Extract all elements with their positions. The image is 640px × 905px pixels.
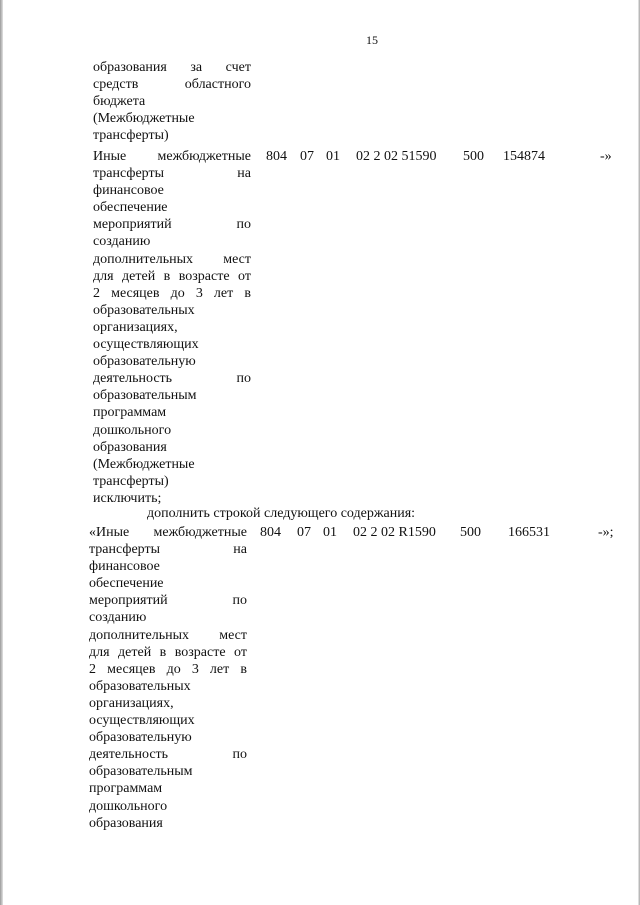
desc-word: 3 (191, 661, 199, 677)
amount: 166531 (508, 525, 550, 540)
desc-word: возрасте (174, 644, 226, 660)
desc-line: программам (89, 781, 163, 797)
desc-line (93, 216, 251, 233)
desc-line: образовательную (89, 730, 192, 746)
desc-line: образовательных (89, 678, 191, 694)
desc-word: дополнительных (93, 251, 194, 267)
desc-word: межбюджетные (157, 149, 251, 164)
desc-line: финансовое (93, 183, 164, 199)
section-code: 07 (300, 149, 314, 164)
desc-word: счет (225, 60, 251, 75)
desc-line (89, 627, 247, 644)
desc-line: образовательным (89, 764, 193, 780)
target-article-code: 02 2 02 51590 (356, 149, 437, 164)
desc-line (93, 148, 251, 165)
desc-word: 3 (195, 285, 203, 301)
desc-line (89, 524, 247, 541)
desc-word: мероприятий (89, 593, 168, 609)
row2-description (89, 524, 247, 832)
desc-word: в (240, 661, 247, 677)
desc-word: лет (209, 661, 230, 677)
desc-word: Иные (93, 149, 127, 164)
desc-word: мест (219, 627, 247, 643)
desc-line: трансферты) (93, 473, 169, 489)
desc-line: финансовое (89, 559, 160, 575)
desc-word: на (233, 542, 247, 558)
desc-word: средств (93, 77, 139, 93)
ministry-code: 804 (260, 525, 281, 540)
desc-line: бюджета (93, 94, 146, 110)
desc-line: образовательным (93, 388, 197, 404)
continuation-description (93, 59, 251, 144)
expense-type-code: 500 (463, 149, 484, 164)
desc-word: до (166, 661, 181, 677)
desc-word: по (232, 747, 247, 763)
desc-word: месяцев (111, 285, 160, 301)
desc-line: дошкольного (93, 422, 172, 438)
desc-line (89, 541, 247, 558)
desc-word: 2 (89, 661, 96, 677)
desc-word: детей (118, 644, 152, 660)
scan-edge-left (0, 0, 3, 905)
desc-word: до (170, 285, 185, 301)
desc-word: месяцев (107, 661, 156, 677)
row-tail: -» (600, 149, 612, 164)
desc-word: по (236, 371, 251, 387)
desc-line: (Межбюджетные (93, 111, 195, 127)
desc-word: деятельность (93, 371, 173, 387)
desc-word: возрасте (178, 268, 230, 284)
desc-word: по (232, 593, 247, 609)
desc-word: трансферты (89, 542, 161, 558)
desc-line: организациях, (93, 319, 178, 335)
desc-word: 2 (93, 285, 100, 301)
desc-line (93, 76, 251, 93)
desc-line (93, 59, 251, 76)
desc-line: трансферты) (93, 128, 169, 144)
row1-description (93, 148, 251, 507)
desc-word: в (244, 285, 251, 301)
desc-line: образовательных (93, 302, 195, 318)
page-number: 15 (366, 33, 378, 47)
desc-word: межбюджетные (153, 525, 247, 540)
desc-line (93, 285, 251, 302)
desc-line (93, 268, 251, 285)
desc-word: мест (223, 251, 251, 267)
section-code: 07 (297, 525, 311, 540)
desc-word: областного (184, 77, 251, 93)
desc-line: осуществляющих (93, 337, 199, 353)
desc-word: для (89, 644, 110, 660)
desc-word: по (236, 217, 251, 233)
desc-line: (Межбюджетные (93, 456, 195, 472)
desc-line: обеспечение (89, 576, 164, 592)
desc-line: обеспечение (93, 200, 168, 216)
target-article-code: 02 2 02 R1590 (353, 525, 436, 540)
desc-line: образования (93, 439, 167, 455)
desc-line (93, 251, 251, 268)
desc-word: в (163, 268, 171, 284)
desc-word: трансферты (93, 166, 165, 182)
desc-word: мероприятий (93, 217, 172, 233)
desc-line: созданию (93, 234, 151, 250)
desc-line: образования (89, 815, 163, 831)
desc-line (89, 746, 247, 763)
desc-word: дополнительных (89, 627, 190, 643)
desc-line (89, 592, 247, 609)
ministry-code: 804 (266, 149, 287, 164)
desc-line: дошкольного (89, 798, 168, 814)
desc-line (93, 370, 251, 387)
desc-line (93, 165, 251, 182)
desc-line: созданию (89, 610, 147, 626)
instruction-text: дополнить строкой следующего содержания: (147, 506, 416, 521)
desc-line (89, 644, 247, 661)
desc-word: для (93, 268, 114, 284)
row-tail: -»; (598, 525, 614, 540)
desc-line: исключить; (93, 490, 162, 506)
desc-word: детей (122, 268, 156, 284)
subsection-code: 01 (323, 525, 337, 540)
desc-word: «Иные (89, 525, 130, 540)
desc-line: образовательную (93, 354, 196, 370)
expense-type-code: 500 (460, 525, 481, 540)
desc-word: за (190, 60, 203, 75)
desc-line: осуществляющих (89, 713, 195, 729)
amount: 154874 (503, 149, 545, 164)
desc-word: образования (93, 60, 167, 75)
subsection-code: 01 (326, 149, 340, 164)
desc-word: деятельность (89, 747, 169, 763)
desc-line (89, 661, 247, 678)
desc-word: от (234, 644, 247, 660)
desc-word: от (238, 268, 251, 284)
desc-word: в (159, 644, 167, 660)
desc-word: лет (213, 285, 234, 301)
desc-word: на (237, 166, 251, 182)
desc-line: организациях, (89, 695, 174, 711)
desc-line: программам (93, 405, 167, 421)
